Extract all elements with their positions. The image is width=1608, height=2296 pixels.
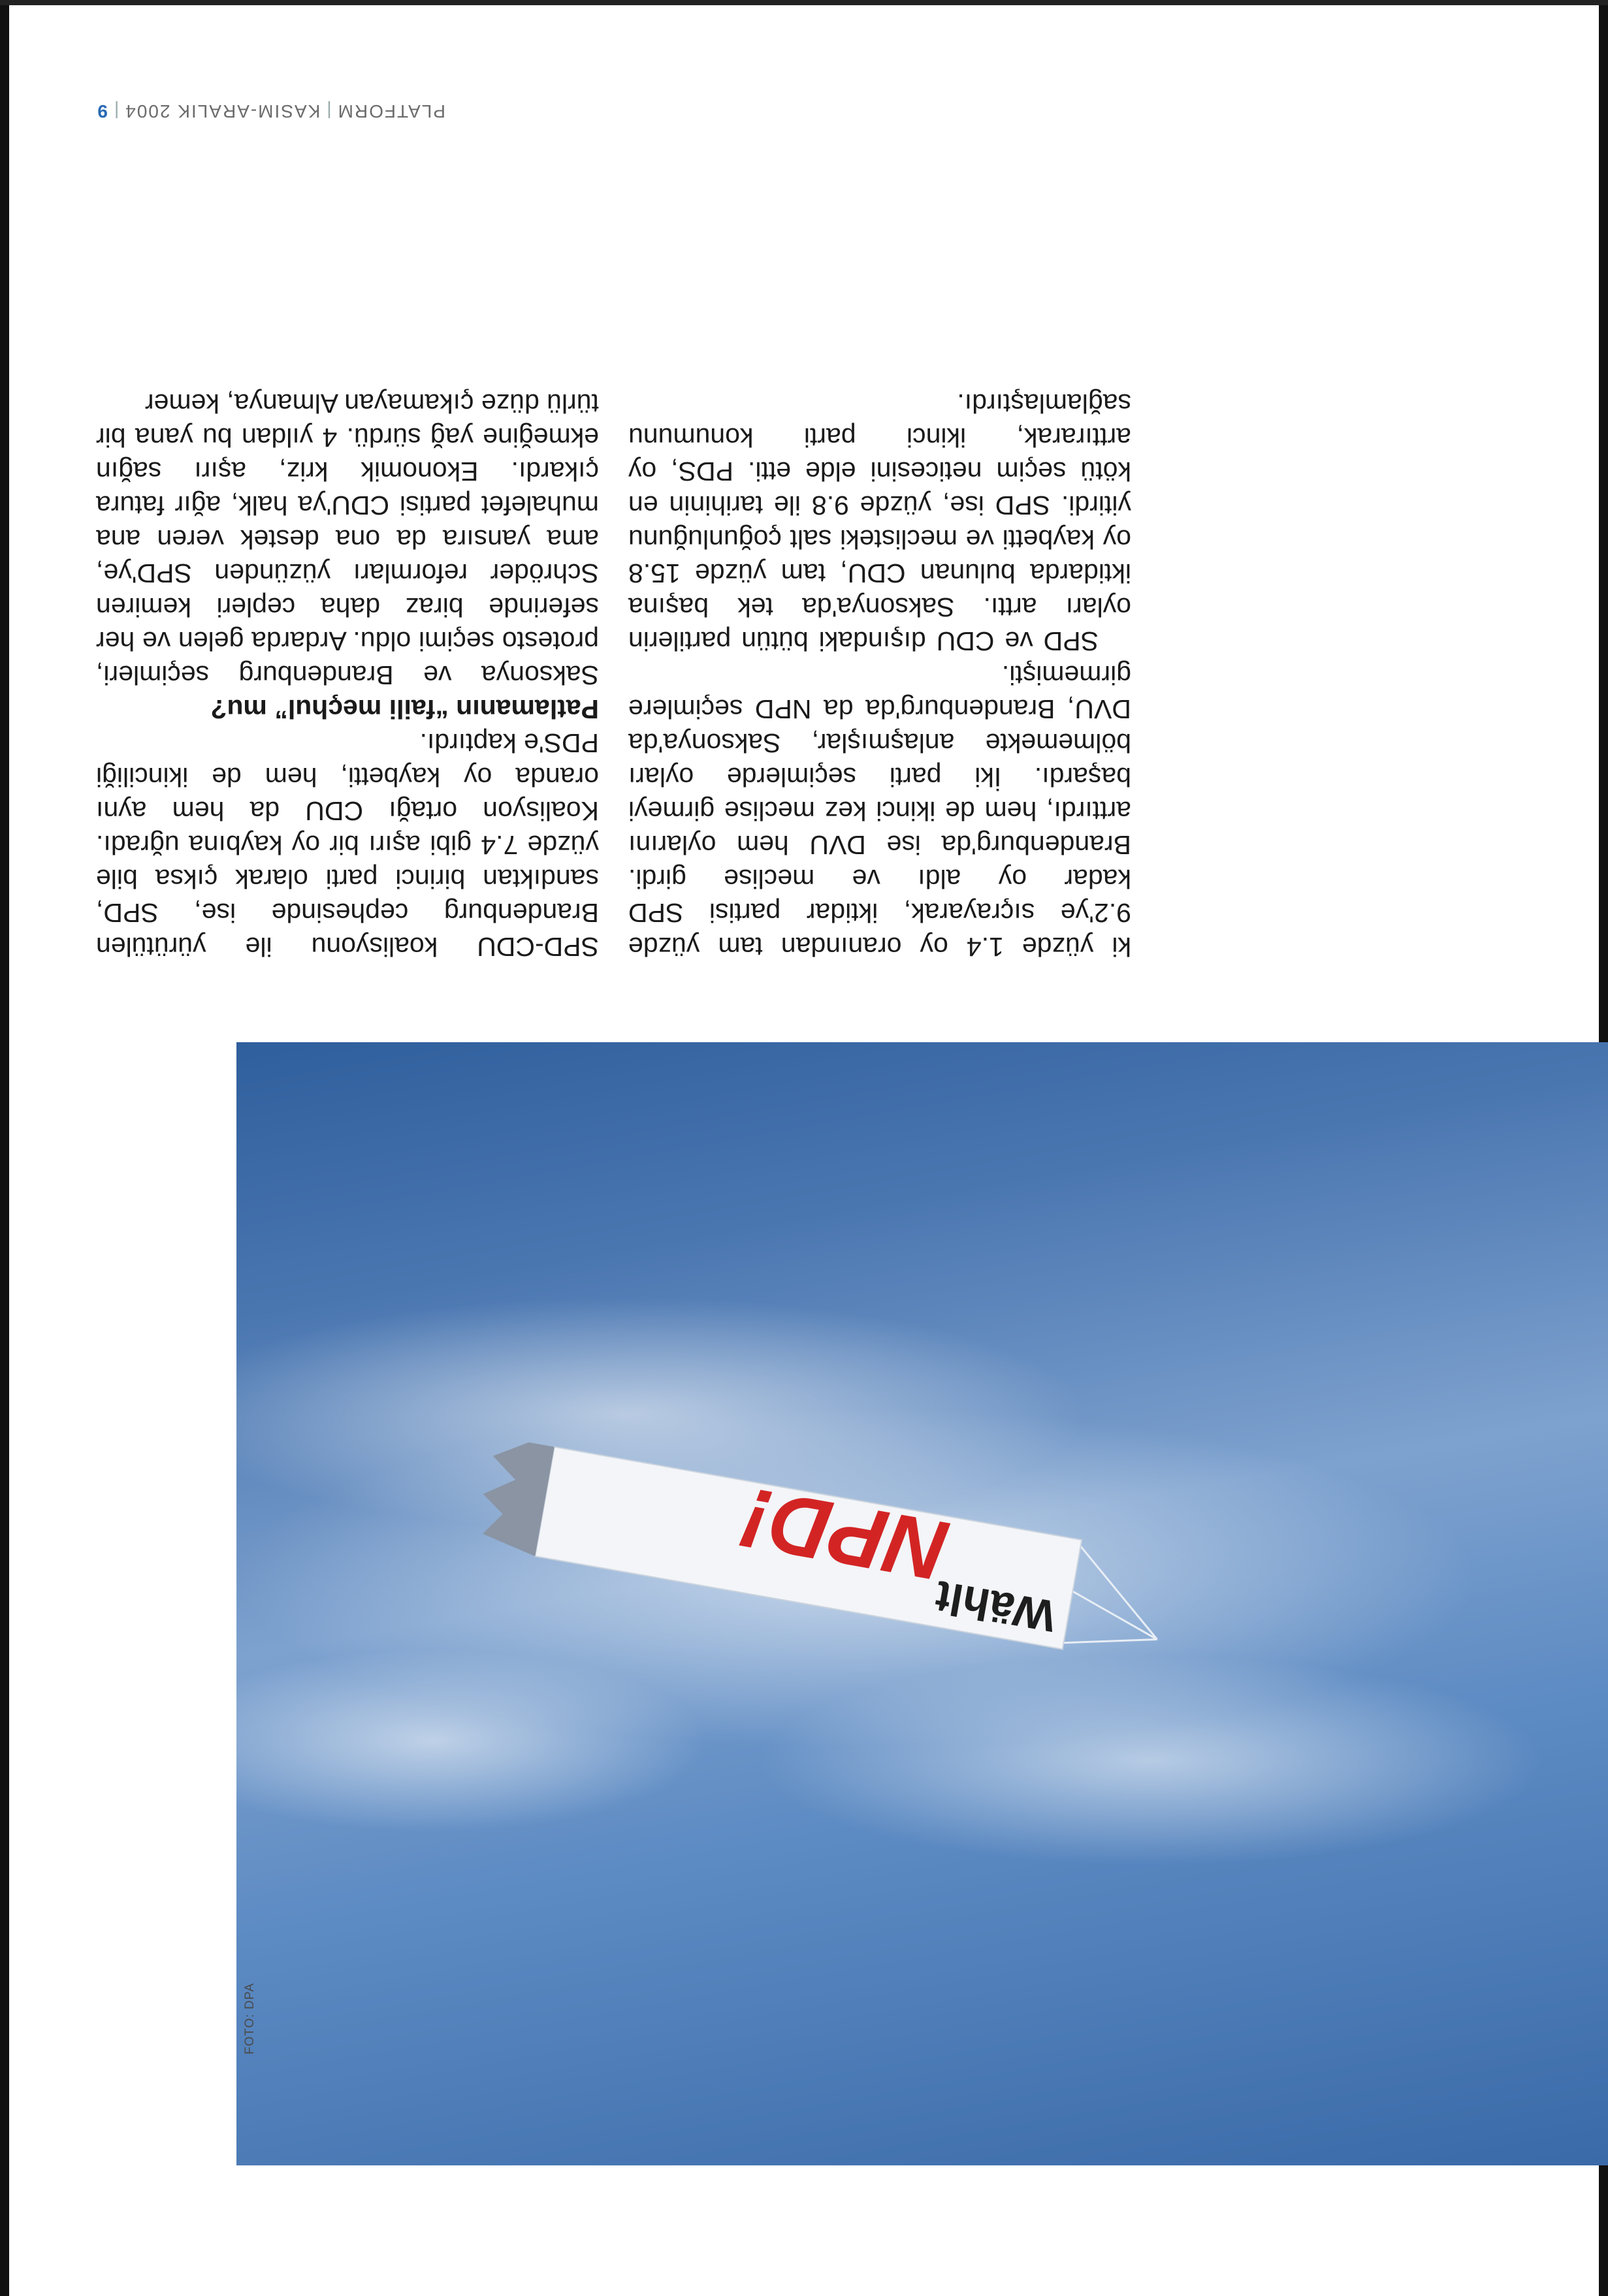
- scan-edge-right: [0, 0, 9, 2296]
- sky-banner-photo: [236, 1042, 1608, 2165]
- paragraph: ki yüzde 1.4 oy oranından tam yüzde 9.2'ye sıçrayarak, iktidar partisi SPD kadar oy aldı ve meclise girdi. Brandenburg'da ise DVU hem oylarını arttırdı, hem de ikinci kez meclise girmeyi başardı. İki parti seçimlerde oyları bölmemekte anlaşmışlar, Saksonya'da DVU, Brandenburg'da da NPD seçimlere girmemişti.: [628, 660, 1131, 962]
- paragraph: Saksonya ve Brandenburg seçimleri, protesto seçimi oldu. Ardarda gelen ve her seferinde biraz daha cepleri kemiren Schröder reformları yüzünden SPD'ye, ama yansıra da ona destek veren ana muhalefet partisi CDU'ya halk, ağır fatura çıkardı. Ekonomik kriz, aşırı sağın ekmeğine yağ sürdü. 4 yıldan bu yana bir türlü düze çıkamayan Almanya, kemer: [96, 389, 599, 690]
- paragraph: SPD ve CDU dışındaki bütün partilerin oyları arttı. Saksonya'da tek başına iktidarda bulunan CDU, tam yüzde 15.8 oy kaybetti ve meclisteki salt çoğunluğunu yitirdi. SPD ise, yüzde 9.8 ile tarihinin en kötü seçim neticesini elde etti. PDS, oy arttırarak, ikinci parti konumunu sağlamlaştırdı.: [628, 389, 1131, 656]
- page-number: 9: [96, 101, 108, 121]
- photo-illustration: [236, 1042, 1608, 2165]
- paragraph: SPD-CDU koalisyonu ile yürütülen Brandenburg cephesinde ise, SPD, sandıktan birinci parti olarak çıksa bile yüzde 7.4 gibi aşırı bir oy kaybına uğradı. Koalisyon ortağı CDU da hem aynı oranda oy kaybetti, hem de ikinciliği PDS'e kaptırdı.: [96, 728, 599, 962]
- issue-label: KASIM-ARALIK 2004: [124, 101, 321, 121]
- footer-separator: |: [325, 101, 332, 121]
- photo-credit: FOTO: DPA: [243, 1983, 257, 2054]
- section-heading: Patlamanın “faili meçhul” mu?: [210, 694, 599, 724]
- banner-main-text: NPD!: [734, 1469, 956, 1600]
- banner-top-text: Wählt: [931, 1571, 1059, 1642]
- publication-name: PLATFORM: [336, 101, 445, 121]
- text-column-right: [96, 387, 599, 964]
- text-column-left: [628, 387, 1131, 964]
- footer-separator: |: [112, 101, 120, 121]
- page-footer: [54, 89, 445, 121]
- cloud-wisp: [759, 1656, 1543, 1865]
- scan-edge-bottom: [0, 0, 1608, 5]
